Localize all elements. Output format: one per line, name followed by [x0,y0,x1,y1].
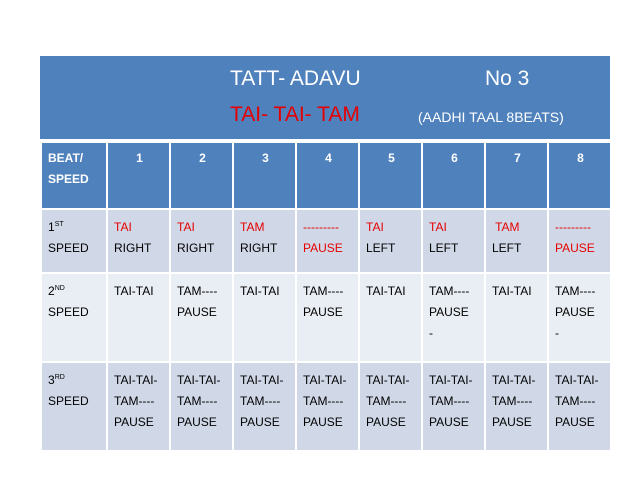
beat-5-header: 5 [359,142,422,209]
beat-cell: TAI RIGHT [170,209,233,273]
header-label-line2: SPEED [48,172,89,186]
speed-label: 3RD SPEED [41,362,107,451]
beat-cell: TAI-TAI- TAM---- PAUSE [359,362,422,451]
beat-6-header: 6 [422,142,485,209]
adavu-subtitle: TAI- TAI- TAM [230,103,360,126]
beat-cell: TAM RIGHT [233,209,296,273]
beat-cell: TAI-TAI [485,273,548,362]
table-row-3rd-speed [41,362,611,451]
beat-cell: TAI-TAI- TAM---- PAUSE [233,362,296,451]
beat-cell: TAI-TAI- TAM---- PAUSE [548,362,611,451]
beat-cell: TAI-TAI- TAM---- PAUSE [485,362,548,451]
beat-cell: TAI-TAI- TAM---- PAUSE [170,362,233,451]
header-label-line1: BEAT/ [48,151,84,165]
beat-cell: TAI LEFT [359,209,422,273]
beat-speed-table [40,141,612,452]
beat-cell: TAI RIGHT [107,209,170,273]
beat-cell: TAI-TAI- TAM---- PAUSE [107,362,170,451]
beat-cell: TAI-TAI [107,273,170,362]
beat-cell: TAM---- PAUSE [170,273,233,362]
beat-3-header: 3 [233,142,296,209]
table-row-1st-speed [41,209,611,273]
adavu-number: No 3 [485,67,530,90]
header-beat-speed [41,142,107,209]
beat-cell: --------- PAUSE [296,209,359,273]
beat-4-header: 4 [296,142,359,209]
beat-2-header: 2 [170,142,233,209]
beat-cell: TAI-TAI- TAM---- PAUSE [422,362,485,451]
speed-label: 1ST SPEED [41,209,107,273]
beat-cell: TAM---- PAUSE - [422,273,485,362]
taal-label: (AADHI TAAL 8BEATS) [418,109,564,125]
speed-label: 2ND SPEED [41,273,107,362]
beat-cell: TAM---- PAUSE - [548,273,611,362]
beat-cell: TAI-TAI [233,273,296,362]
beat-cell: TAI LEFT [422,209,485,273]
beat-cell: --------- PAUSE [548,209,611,273]
beat-cell: TAM LEFT [485,209,548,273]
beat-cell: TAM---- PAUSE [296,273,359,362]
beat-7-header: 7 [485,142,548,209]
table-row-2nd-speed [41,273,611,362]
beat-8-header: 8 [548,142,611,209]
header-row [41,142,611,209]
adavu-title: TATT- ADAVU [230,67,361,90]
beat-cell: TAI-TAI- TAM---- PAUSE [296,362,359,451]
beat-cell: TAI-TAI [359,273,422,362]
beat-1-header: 1 [107,142,170,209]
